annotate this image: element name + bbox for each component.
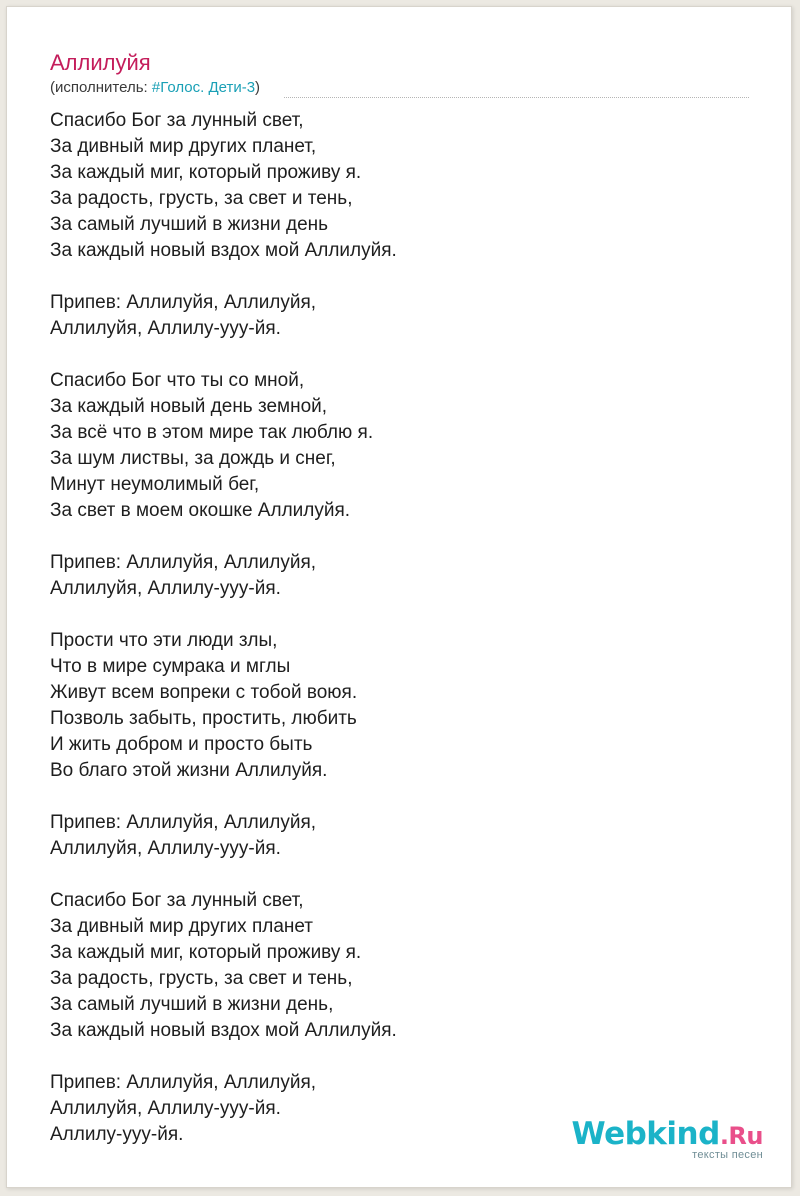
lyrics-body [50, 108, 770, 1174]
lyric-line: Спасибо Бог за лунный свет, [50, 890, 304, 911]
logo-tagline: тексты песен [692, 1149, 763, 1161]
stanza [50, 810, 770, 862]
lyric-line: Во благо этой жизни Аллилуйя. [50, 760, 328, 781]
lyric-line: За каждый новый вздох мой Аллилуйя. [50, 1020, 397, 1041]
stanza [50, 628, 770, 784]
artist-link[interactable]: #Голос. Дети-3 [151, 79, 256, 96]
stanza [50, 888, 770, 1044]
lyric-line: За самый лучший в жизни день, [50, 994, 334, 1015]
stanza [50, 550, 770, 602]
lyric-line: Аллилуйя, Аллилу-ууу-йя. [50, 1098, 281, 1119]
lyric-line: За самый лучший в жизни день [50, 214, 329, 235]
lyric-line: Припев: Аллилуйя, Аллилуйя, [50, 292, 317, 313]
lyric-line: Спасибо Бог за лунный свет, [50, 110, 304, 131]
lyric-line: Прости что эти люди злы, [50, 630, 278, 651]
lyric-line: Что в мире сумрака и мглы [50, 656, 291, 677]
lyric-line: За шум листвы, за дождь и снег, [50, 448, 336, 469]
lyric-line: Аллилу-ууу-йя. [50, 1124, 184, 1145]
artist-prefix: (исполнитель: [50, 79, 152, 96]
logo-name: Webkind [571, 1116, 720, 1152]
lyric-line: И жить добром и просто быть [50, 734, 313, 755]
lyric-line: Припев: Аллилуйя, Аллилуйя, [50, 1072, 317, 1093]
lyric-line: Спасибо Бог что ты со мной, [50, 370, 305, 391]
stanza [50, 368, 770, 524]
site-logo[interactable] [572, 1118, 764, 1161]
logo-wordmark [572, 1118, 764, 1152]
lyric-line: Аллилуйя, Аллилу-ууу-йя. [50, 318, 281, 339]
lyric-line: За каждый миг, который проживу я. [50, 942, 362, 963]
artist-suffix: ) [255, 79, 261, 96]
lyric-line: За каждый миг, который проживу я. [50, 162, 362, 183]
lyric-line: За каждый новый день земной, [50, 396, 328, 417]
artist-line [50, 79, 260, 97]
lyrics-page [6, 6, 792, 1188]
stanza [50, 108, 770, 264]
lyric-line: За каждый новый вздох мой Аллилуйя. [50, 240, 397, 261]
header-divider [284, 97, 749, 98]
lyric-line: Минут неумолимый бег, [50, 474, 260, 495]
lyric-line: За радость, грусть, за свет и тень, [50, 968, 353, 989]
logo-tld: .Ru [719, 1122, 763, 1150]
lyric-line: За всё что в этом мире так люблю я. [50, 422, 374, 443]
lyric-line: Живут всем вопреки с тобой воюя. [50, 682, 358, 703]
song-title: Аллилуйя [50, 50, 151, 75]
lyric-line: За радость, грусть, за свет и тень, [50, 188, 353, 209]
lyric-line: За дивный мир других планет, [50, 136, 317, 157]
lyric-line: Аллилуйя, Аллилу-ууу-йя. [50, 838, 281, 859]
lyric-line: Припев: Аллилуйя, Аллилуйя, [50, 552, 317, 573]
lyric-line: За дивный мир других планет [50, 916, 314, 937]
stanza [50, 290, 770, 342]
lyric-line: Аллилуйя, Аллилу-ууу-йя. [50, 578, 281, 599]
lyric-line: Припев: Аллилуйя, Аллилуйя, [50, 812, 317, 833]
lyric-line: Позволь забыть, простить, любить [50, 708, 357, 729]
lyric-line: За свет в моем окошке Аллилуйя. [50, 500, 351, 521]
